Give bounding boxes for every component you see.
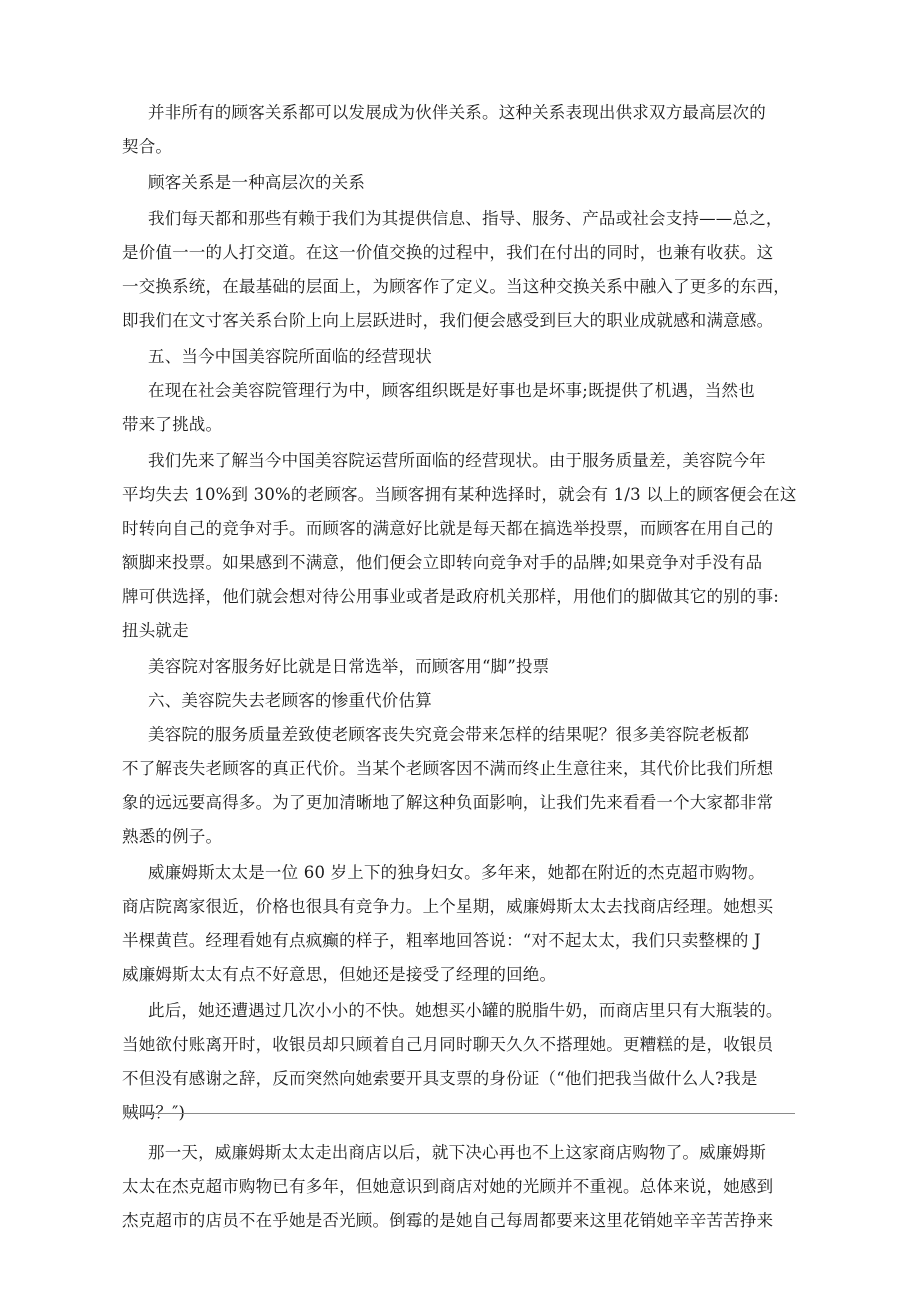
page-divider bbox=[125, 1113, 795, 1114]
text-line: 我们先来了解当今中国美容院运营所面临的经营现状。由于服务质量差，美容院今年 bbox=[148, 451, 766, 470]
text-line: 那一天，威廉姆斯太太走出商店以后，就下决心再也不上这家商店购物了。威廉姆斯 bbox=[148, 1143, 766, 1162]
text-line: 象的远远要高得多。为了更加清晰地了解这种负面影响，让我们先来看看一个大家都非常 bbox=[122, 793, 774, 812]
text-line: 杰克超市的店员不在乎她是否光顾。倒霉的是她自己每周都要来这里花销她辛辛苦苦挣来 bbox=[122, 1211, 774, 1230]
text-line: 带来了挑战。 bbox=[122, 415, 223, 434]
text-line: 不但没有感谢之辞，反而突然向她索要开具支票的身份证（“他们把我当做什么人?我是 bbox=[122, 1069, 758, 1088]
text-line: 扭头就走 bbox=[122, 621, 189, 640]
text-line: 太太在杰克超市购物已有多年，但她意识到商店对她的光顾并不重视。总体来说，她感到 bbox=[122, 1177, 774, 1196]
text-line: 我们每天都和那些有赖于我们为其提供信息、指导、服务、产品或社会支持——总之， bbox=[148, 209, 783, 228]
text-line: 六、美容院失去老顾客的惨重代价估算 bbox=[148, 691, 432, 710]
text-line: 并非所有的顾客关系都可以发展成为伙伴关系。这种关系表现出供求双方最高层次的 bbox=[148, 103, 766, 122]
text-line: 贼吗？″) bbox=[122, 1103, 186, 1122]
text-line: 一交换系统，在最基础的层面上，为顾客作了定义。当这种交换关系中融入了更多的东西， bbox=[122, 277, 790, 296]
text-line: 半棵黄苣。经理看她有点疯癫的样子，粗率地回答说：“对不起太太，我们只卖整棵的 J bbox=[122, 931, 761, 950]
text-line: 五、当今中国美容院所面临的经营现状 bbox=[148, 347, 432, 366]
text-line: 是价值一一的人打交道。在这一价值交换的过程中，我们在付出的同时，也兼有收获。这 bbox=[122, 243, 774, 262]
text-line: 美容院对客服务好比就是日常选举，而顾客用“脚”投票 bbox=[148, 657, 550, 676]
text-line: 不了解丧失老顾客的真正代价。当某个老顾客因不满而终止生意往来，其代价比我们所想 bbox=[122, 759, 774, 778]
text-line: 威廉姆斯太太有点不好意思，但她还是接受了经理的回绝。 bbox=[122, 965, 557, 984]
text-line: 平均失去 10%到 30%的老顾客。当顾客拥有某种选择时，就会有 1/3 以上的顾客便会在这 bbox=[122, 485, 797, 504]
text-line: 即我们在文寸客关系台阶上向上层跃进时，我们便会感受到巨大的职业成就感和满意感。 bbox=[122, 311, 774, 330]
text-line: 额脚来投票。如果感到不满意，他们便会立即转向竞争对手的品牌;如果竞争对手没有品 bbox=[122, 553, 763, 572]
text-line: 熟悉的例子。 bbox=[122, 827, 223, 846]
text-line: 时转向自己的竞争对手。而顾客的满意好比就是每天都在搞选举投票，而顾客在用自己的 bbox=[122, 519, 774, 538]
text-line: 契合。 bbox=[122, 137, 173, 156]
text-line: 在现在社会美容院管理行为中，顾客组织既是好事也是坏事;既提供了机遇，当然也 bbox=[148, 381, 755, 400]
text-line: 此后，她还遭遇过几次小小的不快。她想买小罐的脱脂牛奶，而商店里只有大瓶装的。 bbox=[148, 1001, 783, 1020]
text-line: 商店院离家很近，价格也很具有竞争力。上个星期，威廉姆斯太太去找商店经理。她想买 bbox=[122, 897, 774, 916]
text-line: 威廉姆斯太太是一位 60 岁上下的独身妇女。多年来，她都在附近的杰克超市购物。 bbox=[148, 863, 765, 882]
text-line: 顾客关系是一种高层次的关系 bbox=[148, 173, 366, 192]
text-line: 美容院的服务质量差致使老顾客丧失究竟会带来怎样的结果呢？很多美容院老板都 bbox=[148, 725, 750, 744]
text-line: 牌可供选择，他们就会想对待公用事业或者是政府机关那样，用他们的脚做其它的别的事: bbox=[122, 587, 780, 606]
text-line: 当她欲付账离开时，收银员却只顾着自己月同时聊天久久不搭理她。更糟糕的是，收银员 bbox=[122, 1035, 774, 1054]
